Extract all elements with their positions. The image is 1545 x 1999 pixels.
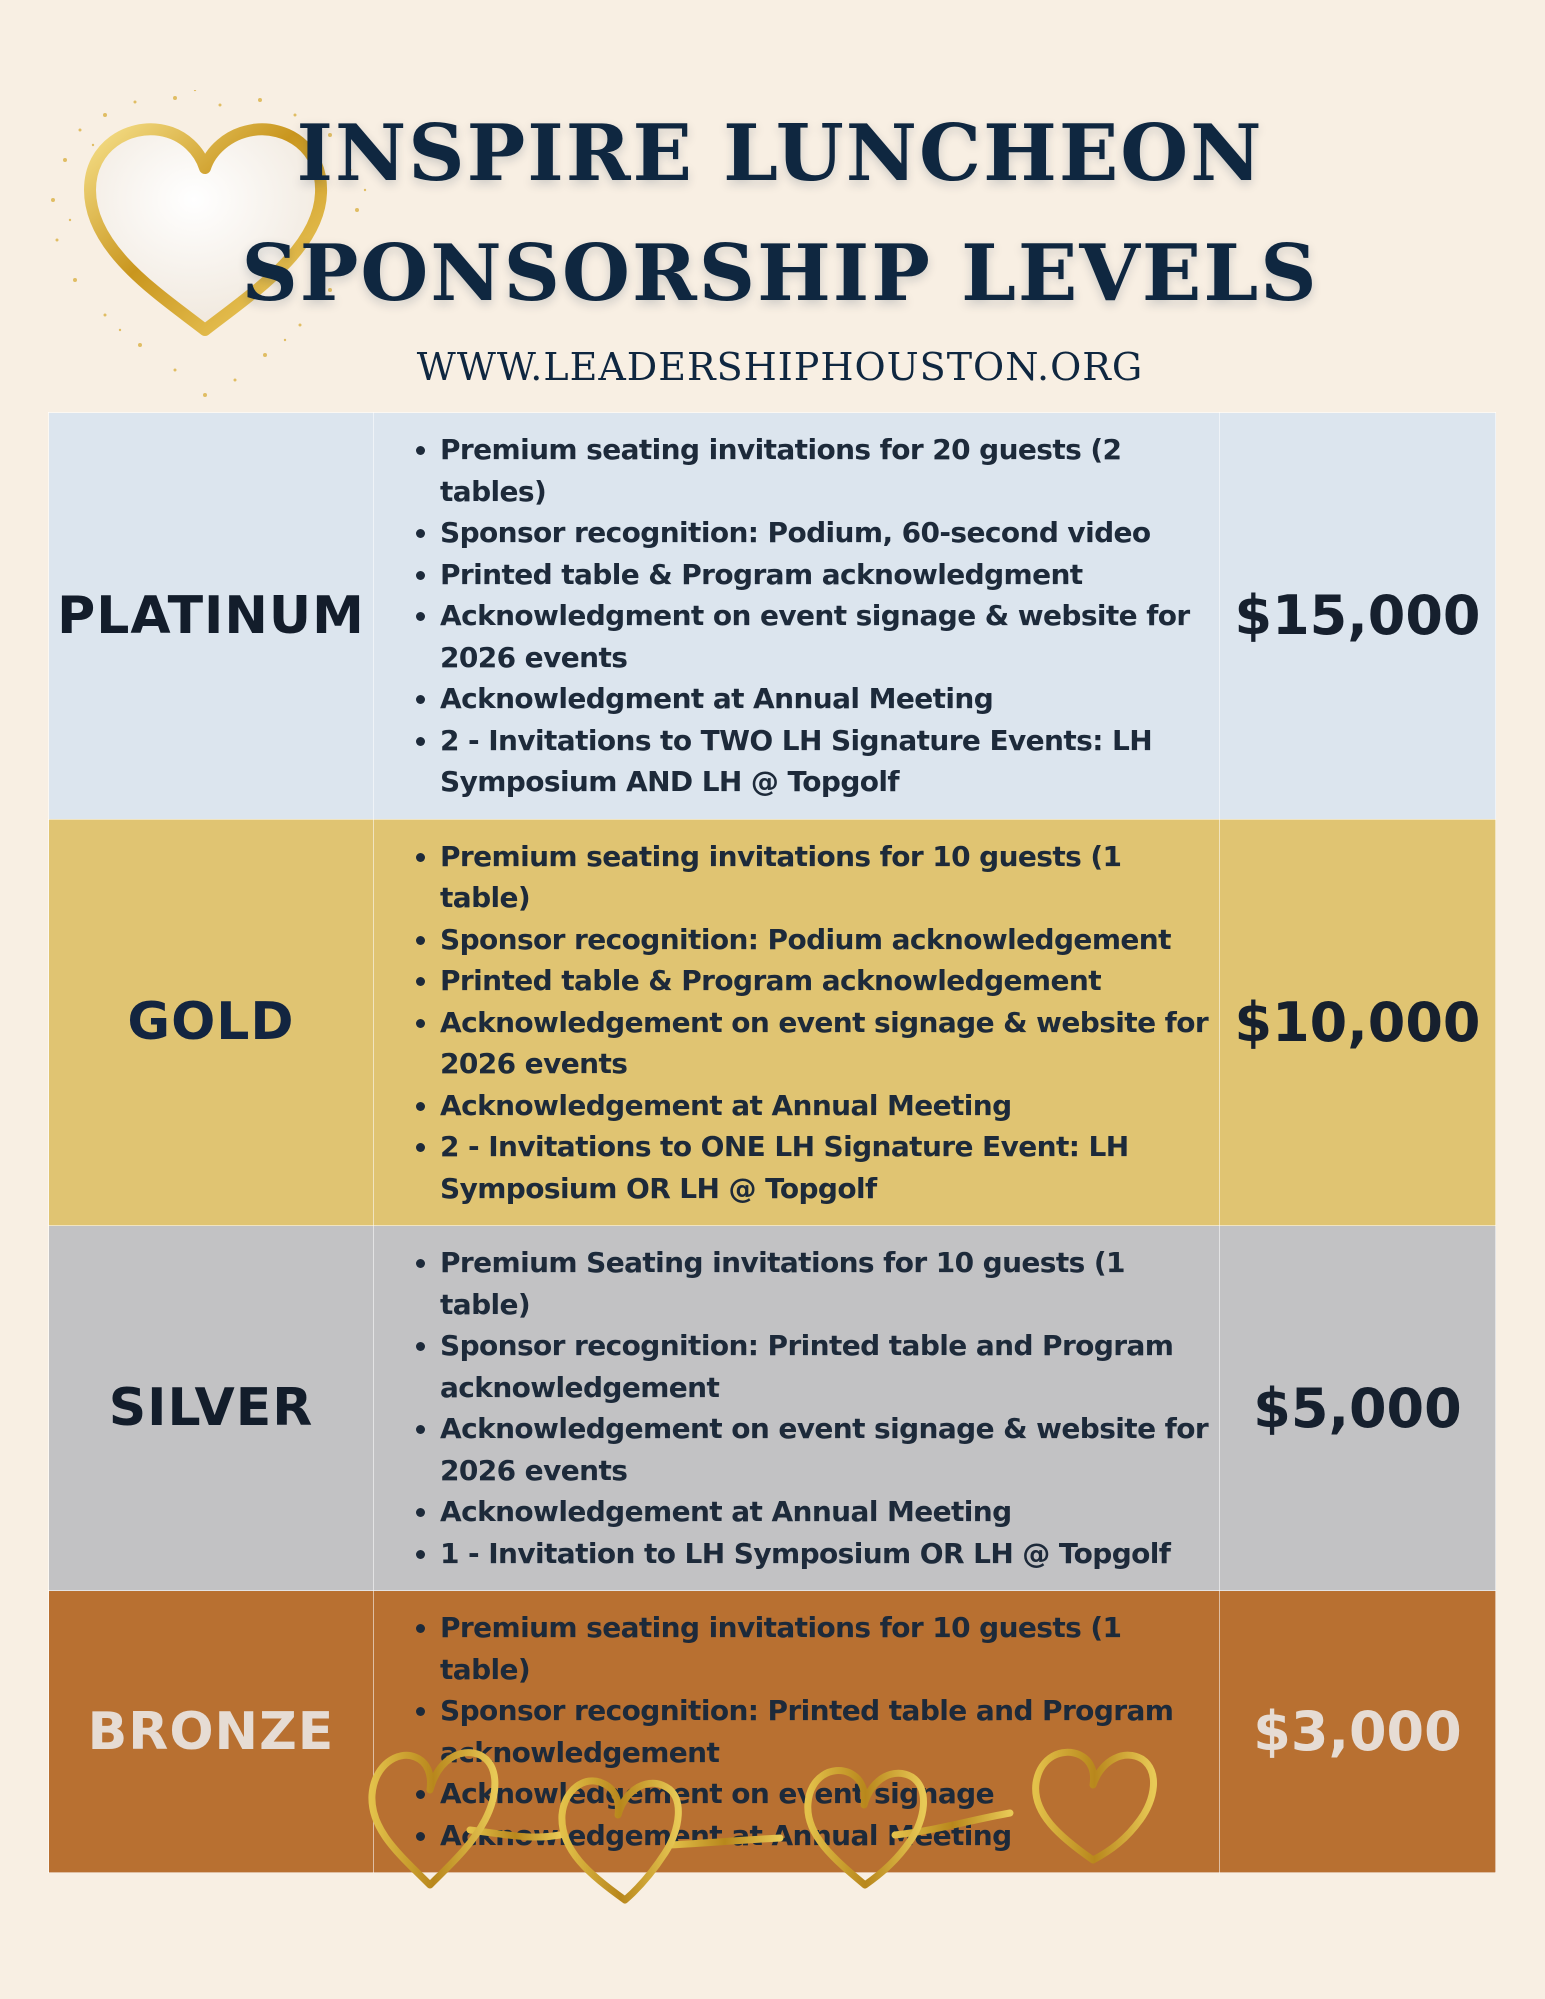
benefit-item: • Sponsor recognition: Printed table and Program acknowledgement <box>440 1690 1209 1773</box>
level-name: BRONZE <box>49 1591 374 1873</box>
level-price: $10,000 <box>1220 819 1496 1226</box>
benefit-item: • Premium Seating invitations for 10 guests (1 table) <box>440 1242 1209 1325</box>
benefits-list <box>404 836 1209 1210</box>
benefit-item: • Acknowledgment on event signage & website for 2026 events <box>440 595 1209 678</box>
level-row-silver <box>49 1226 1496 1591</box>
level-row-gold <box>49 819 1496 1226</box>
benefit-item: • Acknowledgment at Annual Meeting <box>440 678 1209 720</box>
website-link[interactable]: WWW.LEADERSHIPHOUSTON.ORG <box>416 345 1144 389</box>
benefit-item: • Acknowledgement at Annual Meeting <box>440 1085 1209 1127</box>
benefit-item: • Printed table & Program acknowledgment <box>440 554 1209 596</box>
benefits-cell <box>374 1226 1220 1591</box>
level-name: SILVER <box>49 1226 374 1591</box>
benefit-item: • Sponsor recognition: Podium, 60-second video <box>440 512 1209 554</box>
level-name: PLATINUM <box>49 413 374 820</box>
benefit-item: • Acknowledgement on event signage <box>440 1773 1209 1815</box>
header <box>0 0 1545 412</box>
benefit-item: • Sponsor recognition: Podium acknowledgement <box>440 919 1209 961</box>
title-line-1: INSPIRE LUNCHEON <box>296 108 1264 199</box>
benefit-item: • Acknowledgement at Annual Meeting <box>440 1491 1209 1533</box>
level-price: $15,000 <box>1220 413 1496 820</box>
benefit-item: • Acknowledgement at Annual Meeting <box>440 1815 1209 1857</box>
benefits-list <box>404 1242 1209 1574</box>
benefit-item: • 2 - Invitations to ONE LH Signature Event: LH Symposium OR LH @ Topgolf <box>440 1126 1209 1209</box>
benefit-item: • Premium seating invitations for 20 guests (2 tables) <box>440 429 1209 512</box>
benefit-item: • Premium seating invitations for 10 guests (1 table) <box>440 1607 1209 1690</box>
benefit-item: • Acknowledgement on event signage & website for 2026 events <box>440 1002 1209 1085</box>
level-price: $5,000 <box>1220 1226 1496 1591</box>
level-price: $3,000 <box>1220 1591 1496 1873</box>
benefit-item: • Printed table & Program acknowledgement <box>440 960 1209 1002</box>
benefits-list <box>404 429 1209 803</box>
benefit-item: • Acknowledgement on event signage & website for 2026 events <box>440 1408 1209 1491</box>
benefit-item: • Premium seating invitations for 10 guests (1 table) <box>440 836 1209 919</box>
benefit-item: • 1 - Invitation to LH Symposium OR LH @ Topgolf <box>440 1533 1209 1575</box>
level-row-platinum <box>49 413 1496 820</box>
benefits-cell <box>374 413 1220 820</box>
level-name: GOLD <box>49 819 374 1226</box>
benefit-item: • 2 - Invitations to TWO LH Signature Events: LH Symposium AND LH @ Topgolf <box>440 720 1209 803</box>
sponsorship-table <box>48 412 1496 1873</box>
heart-garland-icon <box>360 1735 1240 1915</box>
benefit-item: • Sponsor recognition: Printed table and Program acknowledgement <box>440 1325 1209 1408</box>
benefits-cell <box>374 819 1220 1226</box>
title-line-2: SPONSORSHIP LEVELS <box>241 228 1319 319</box>
